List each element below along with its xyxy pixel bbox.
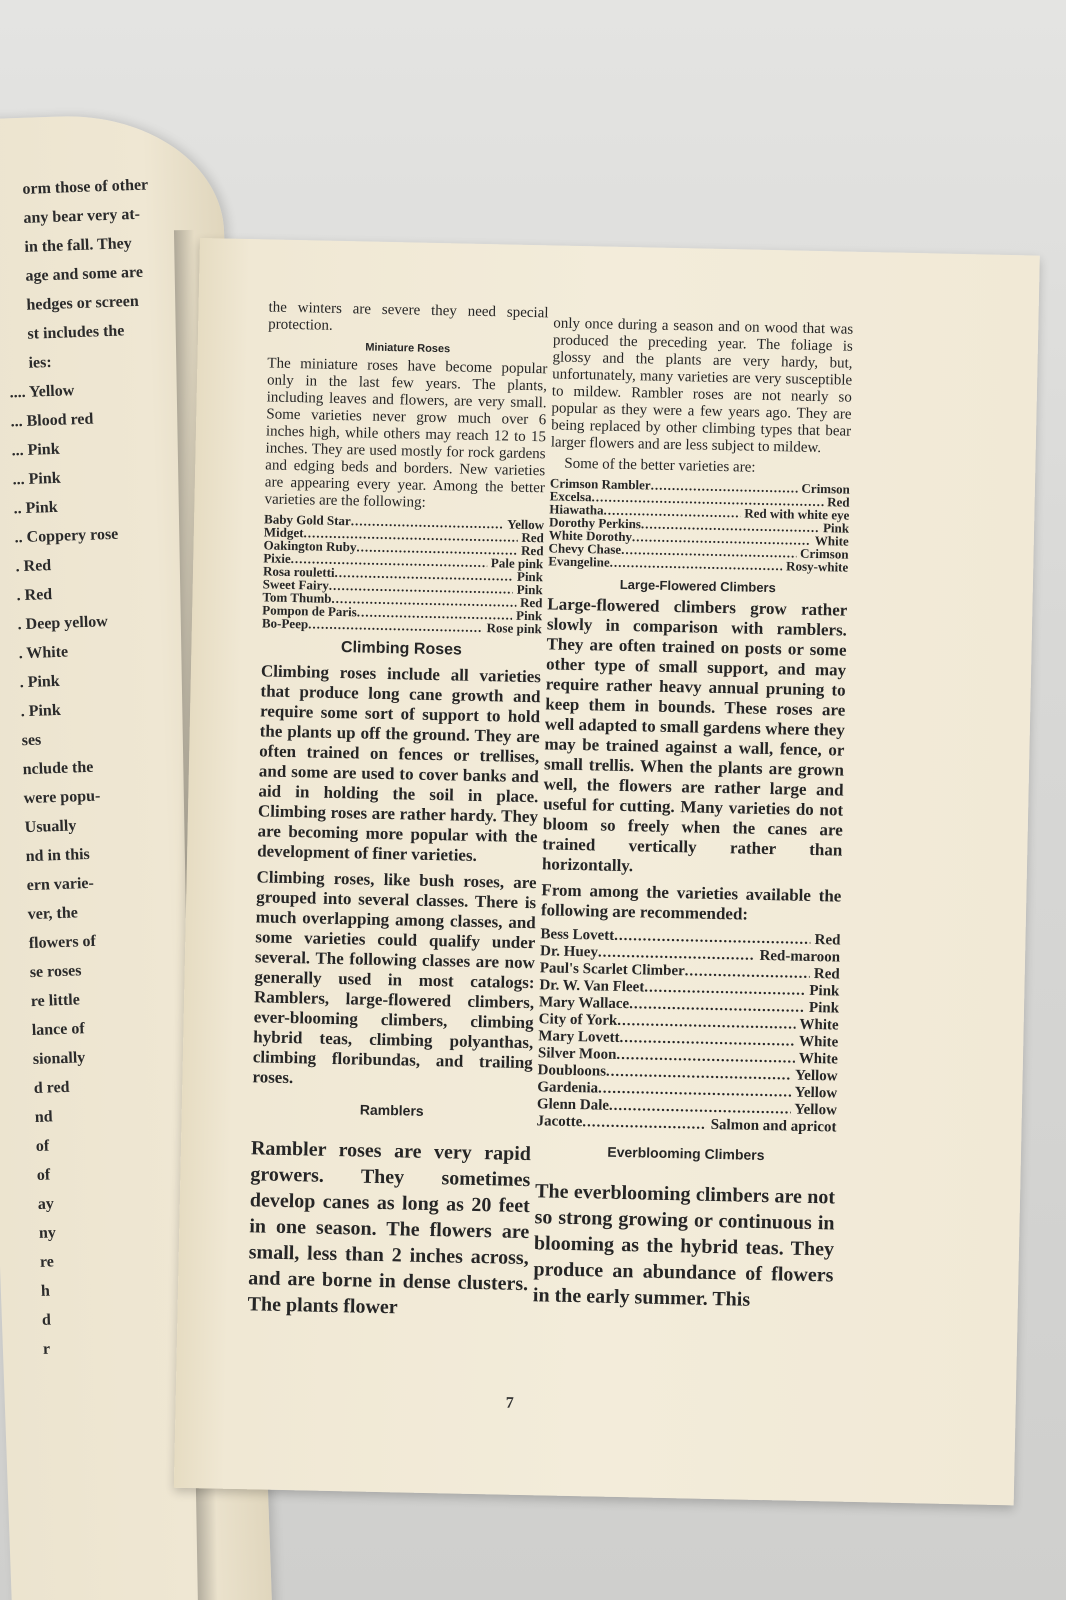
left-page-line: d red	[33, 1078, 70, 1098]
variety-name: Paul's Scarlet Climber	[539, 960, 685, 980]
rambler-list-intro: Some of the better varieties are:	[564, 455, 756, 476]
left-page-line: ... Pink	[12, 469, 61, 489]
variety-color: Red	[814, 932, 841, 949]
climbing-roses-paragraph-1: Climbing roses include all varieties that produce long cane growth and require some sort of support to hold the plants up off the ground. They are often trained on fences or trellises, and some are used to cover banks and aid in holding the soil in place. Climbing roses are rather hardy. They are becoming more popular with the development of finer varieties.	[256, 661, 542, 865]
climbing-roses-heading: Climbing Roses	[340, 639, 463, 659]
left-page-line: ver, the	[27, 904, 79, 924]
left-page-line: ses	[21, 731, 42, 750]
variety-color: Red with white eye	[744, 505, 850, 523]
variety-name: Tom Thumb	[262, 589, 332, 606]
left-page-line: st includes the	[27, 322, 125, 343]
climbing-roses-paragraph-2: Climbing roses, like bush roses, are grouped into several classes. There is much overlapping among classes, and some varieties could qualify under several. The following classes are now generally used in most catalogs: Ramblers, large-flowered climbers, ever-blooming climbers, climbing hybrid teas, climbing polyanthas, climbing floribundas, and trailing roses.	[252, 867, 537, 1088]
left-page-line: . Pink	[19, 672, 60, 692]
variety-name: Baby Gold Star	[263, 511, 351, 529]
variety-name: Midget	[263, 524, 304, 541]
variety-color: Crimson	[799, 545, 849, 562]
ramblers-text: Rambler roses are very rapid growers. They sometimes develop canes as long as 20 feet in one season. The flowers are small, less than 2 inches across, and are borne in dense clusters. The plants flower	[247, 1137, 532, 1319]
variety-color: White	[814, 532, 849, 549]
variety-name: Dr. W. Van Fleet	[539, 977, 645, 996]
left-page-line: .... Yellow	[9, 382, 75, 402]
variety-name: Pixie	[263, 550, 291, 566]
page-number: 7	[505, 1394, 514, 1412]
leader-dots	[610, 556, 783, 573]
ramblers-heading: Ramblers	[359, 1101, 424, 1119]
left-page-line: ay	[37, 1195, 55, 1213]
left-page-line: hedges or screen	[26, 292, 140, 314]
variety-color: Red	[521, 529, 544, 546]
left-page-line: r	[42, 1340, 51, 1358]
everblooming-heading: Everblooming Climbers	[607, 1143, 765, 1164]
left-page-line: orm those of other	[22, 176, 149, 198]
left-page-line: ies:	[28, 353, 52, 372]
miniature-roses-heading: Miniature Roses	[365, 341, 451, 356]
variety-color: Pink	[516, 581, 543, 598]
variety-name: Dr. Huey	[539, 943, 599, 961]
variety-name: Sweet Fairy	[262, 576, 329, 593]
variety-name: Glenn Dale	[536, 1096, 610, 1114]
column-right	[532, 315, 853, 1334]
variety-color: Yellow	[794, 1084, 838, 1102]
variety-name: Doubloons	[537, 1062, 607, 1080]
left-page-line: .. Coppery rose	[14, 525, 119, 547]
left-page-line: . Pink	[20, 701, 61, 721]
left-page-line: nclude the	[22, 758, 94, 779]
variety-color: Pink	[516, 568, 544, 585]
variety-color: Pale pink	[490, 555, 544, 572]
variety-color: Red	[827, 494, 850, 510]
left-page-line: age and some are	[25, 263, 144, 285]
variety-name: Chevy Chase	[548, 540, 622, 557]
variety-color: Crimson	[801, 480, 851, 497]
left-page-line: re	[39, 1253, 55, 1271]
left-page-line: lance of	[31, 1020, 85, 1040]
variety-name: Hiawatha	[549, 501, 604, 518]
variety-color: White	[799, 1016, 839, 1034]
variety-name: Jacotte	[536, 1113, 583, 1131]
large-flowered-paragraph-1: Large-flowered climbers grow rather slowly in comparison with ramblers. They are often trained on posts or some other type of small support, and may require rather heavy annual pruning to keep them in bounds. These roses are well adapted to small gardens where they may be trained against a wall, fence, or small trellis. When the plants are grown well, the flowers are rather large and useful for cutting. Many varieties do not bloom so freely when the canes are trained vertically rather than horizontally.	[541, 594, 848, 876]
variety-color: Red	[813, 966, 840, 983]
variety-name: Gardenia	[537, 1079, 599, 1097]
variety-name: Dorothy Perkins	[548, 514, 642, 532]
large-flowered-varieties-list	[536, 926, 840, 1136]
rambler-varieties-list	[548, 476, 850, 573]
variety-color: Red	[519, 594, 543, 611]
variety-color: Red-maroon	[759, 947, 841, 966]
variety-color: Pink	[809, 982, 840, 1000]
variety-name: Oakington Ruby	[263, 537, 357, 555]
left-page-line: any bear very at-	[23, 205, 141, 227]
variety-color: Red	[520, 542, 544, 559]
left-page-line: re little	[30, 991, 81, 1011]
left-page-line: . Red	[16, 586, 53, 605]
col2-intro: only once during a season and on wood that was produced the preceding year. The foliage is glossy and the plants are very hardy, but, unfortunately, many varieties are very susceptible to mildew. Rambler roses are not nearly so popular as they were a few years ago. They are being replaced by other climbing types that bear larger flowers and are less subject to mildew.	[550, 315, 854, 457]
variety-color: Rose pink	[486, 620, 543, 637]
variety-name: Pompon de Paris	[262, 602, 357, 620]
variety-color: Rosy-white	[785, 558, 849, 575]
left-page-line: .. Pink	[13, 498, 58, 518]
variety-name: Mary Lovett	[538, 1028, 620, 1046]
variety-color: Pink	[808, 999, 840, 1017]
left-page-line: . Deep yellow	[17, 613, 109, 634]
left-page-line: in the fall. They	[24, 235, 132, 256]
variety-color: Salmon and apricot	[710, 1116, 837, 1136]
variety-name: Excelsa	[549, 488, 592, 505]
left-page-line: were popu-	[23, 787, 101, 808]
variety-color: White	[798, 1050, 839, 1068]
left-page-line: . Red	[15, 557, 52, 576]
everblooming-text: The everblooming climbers are not so strong growing or continuous in blooming as the hybrid teas. They produce an abundance of flowers in the early summer. This	[532, 1180, 836, 1311]
left-page-text	[2, 172, 202, 1358]
variety-name: White Dorothy	[548, 527, 633, 545]
leader-dots	[582, 1114, 707, 1134]
leader-dots	[308, 617, 483, 634]
variety-name: Silver Moon	[537, 1045, 617, 1063]
variety-name: Evangeline	[548, 553, 610, 570]
variety-color: Pink	[822, 520, 850, 536]
left-page-line: sionally	[32, 1049, 86, 1069]
left-page-line: nd in this	[25, 845, 91, 866]
variety-name: Mary Wallace	[538, 994, 630, 1013]
variety-color: White	[798, 1033, 839, 1051]
left-page-line: ern varie-	[26, 874, 95, 895]
variety-name: Rosa rouletti	[262, 563, 335, 580]
left-page-line: ... Pink	[11, 440, 60, 460]
variety-name: Bess Lovett	[540, 926, 615, 944]
variety-name: Bo-Peep	[261, 615, 309, 632]
variety-color: Pink	[515, 607, 543, 624]
variety-color: Yellow	[794, 1067, 838, 1085]
variety-color: Yellow	[794, 1101, 838, 1119]
right-page	[174, 238, 1040, 1505]
column-left	[247, 299, 549, 1343]
left-page-line: of	[35, 1137, 50, 1155]
large-flowered-paragraph-2: From among the varieties available the following are recommended:	[540, 880, 842, 924]
left-page-line: ... Blood red	[10, 410, 94, 431]
left-page-line: . White	[18, 643, 69, 663]
variety-name: City of York	[538, 1011, 618, 1029]
left-page-line: d	[41, 1311, 52, 1329]
left-page-line: flowers of	[28, 932, 97, 953]
miniature-varieties-list	[262, 512, 544, 635]
col1-intro: the winters are severe they need special protection.	[268, 299, 549, 334]
left-page-line: h	[40, 1282, 51, 1300]
left-page-line: Usually	[24, 817, 77, 837]
left-page-line: ny	[38, 1224, 57, 1242]
large-flowered-heading: Large-Flowered Climbers	[619, 576, 776, 596]
variety-color: Yellow	[507, 516, 545, 533]
variety-name: Crimson Rambler	[549, 475, 651, 493]
left-page-line: se roses	[29, 962, 82, 982]
miniature-roses-text: The miniature roses have become popular only in the last few years. The plants, including leaves and flowers, are very small. Some varieties never grow much over 6 inches high, while others may reach 12 to 15 inches. They are used mostly for rock gardens and edging beds and borders. New varieties are appearing every year. Among the better varieties are the following:	[264, 355, 548, 511]
left-page-line: nd	[34, 1108, 53, 1126]
left-page-line: of	[36, 1166, 51, 1184]
